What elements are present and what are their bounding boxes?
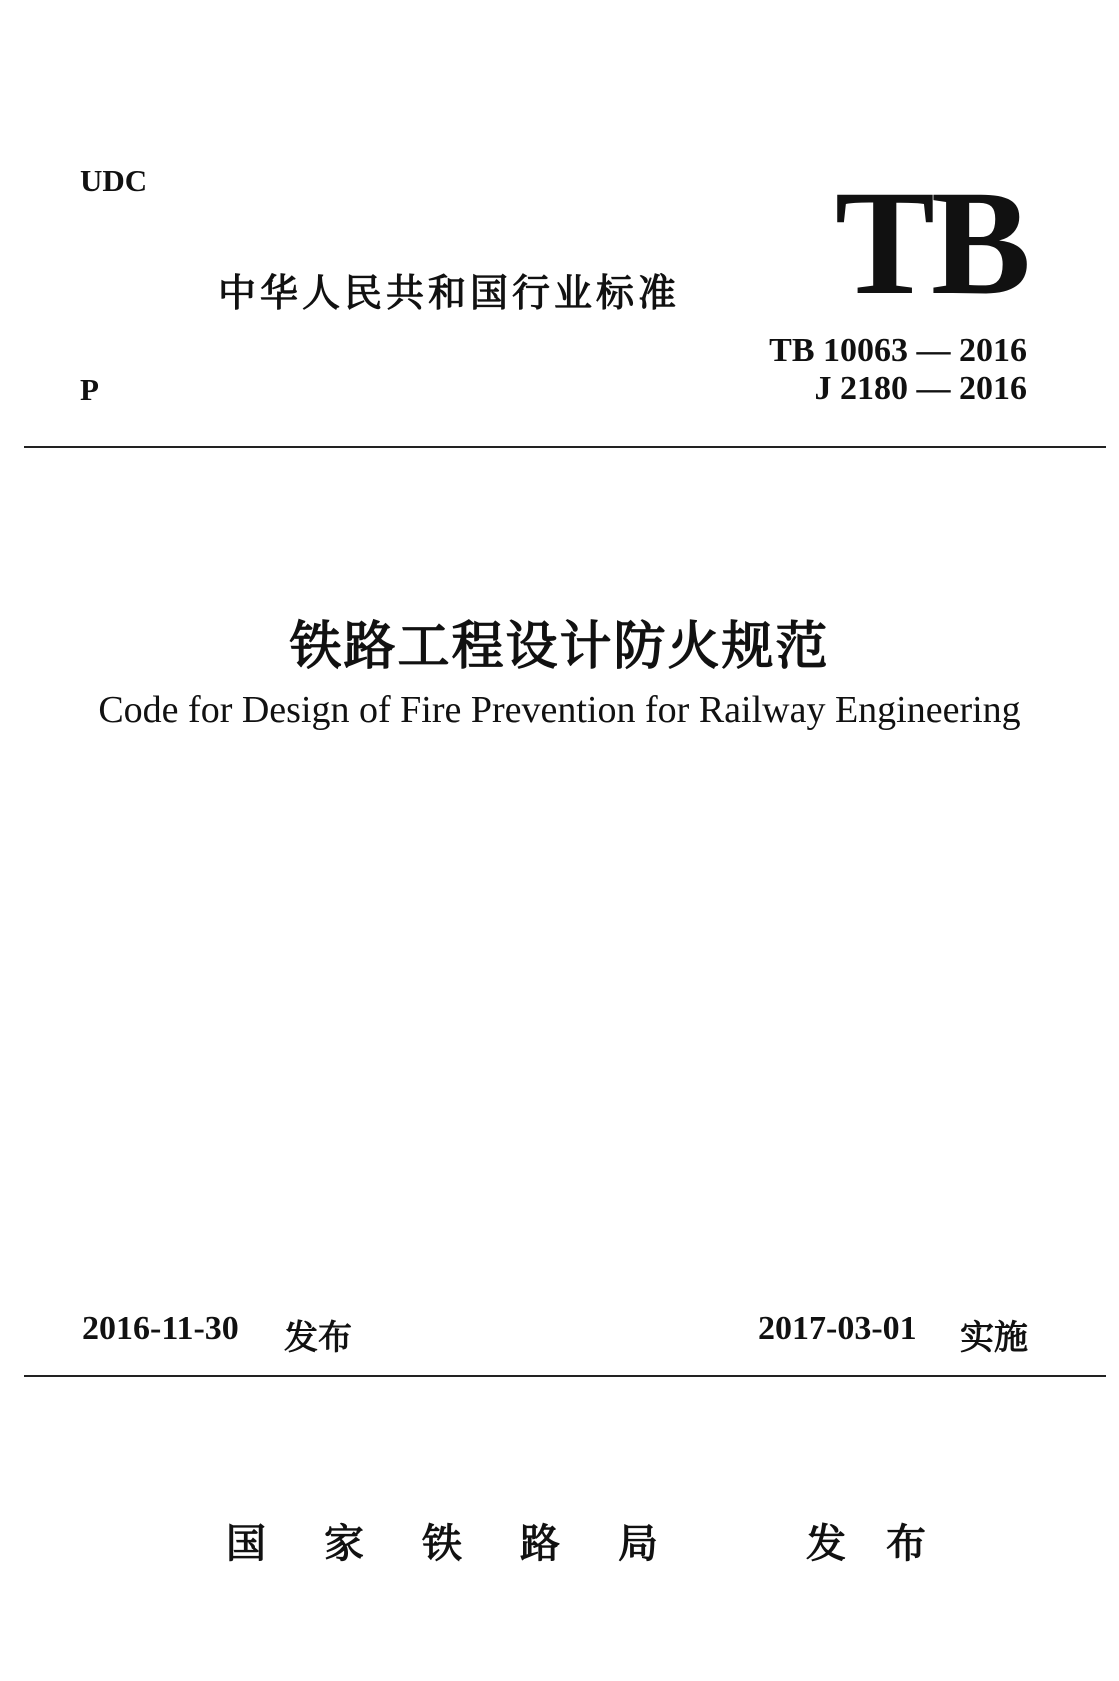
bottom-divider — [24, 1375, 1106, 1377]
category-label: P — [80, 372, 99, 407]
publisher-action: 发布 — [806, 1521, 966, 1567]
record-number: J 2180 — 2016 — [814, 370, 1027, 407]
publisher-name: 国家铁路局 — [226, 1521, 716, 1567]
implementation-date: 2017-03-01 — [758, 1310, 917, 1347]
issue-date: 2016-11-30 — [82, 1310, 239, 1347]
document-title-english: Code for Design of Fire Prevention for Railway Engineering — [98, 689, 1021, 731]
standard-type-title: 中华人民共和国行业标准 — [218, 271, 681, 315]
standard-number: TB 10063 — 2016 — [769, 332, 1027, 369]
document-title-chinese: 铁路工程设计防火规范 — [289, 617, 830, 677]
standard-codes — [769, 332, 1027, 408]
udc-label: UDC — [80, 163, 148, 198]
issue-label: 发布 — [284, 1318, 352, 1358]
tb-logo: TB — [834, 160, 1027, 326]
top-divider — [24, 446, 1106, 448]
implementation-label: 实施 — [960, 1318, 1028, 1358]
